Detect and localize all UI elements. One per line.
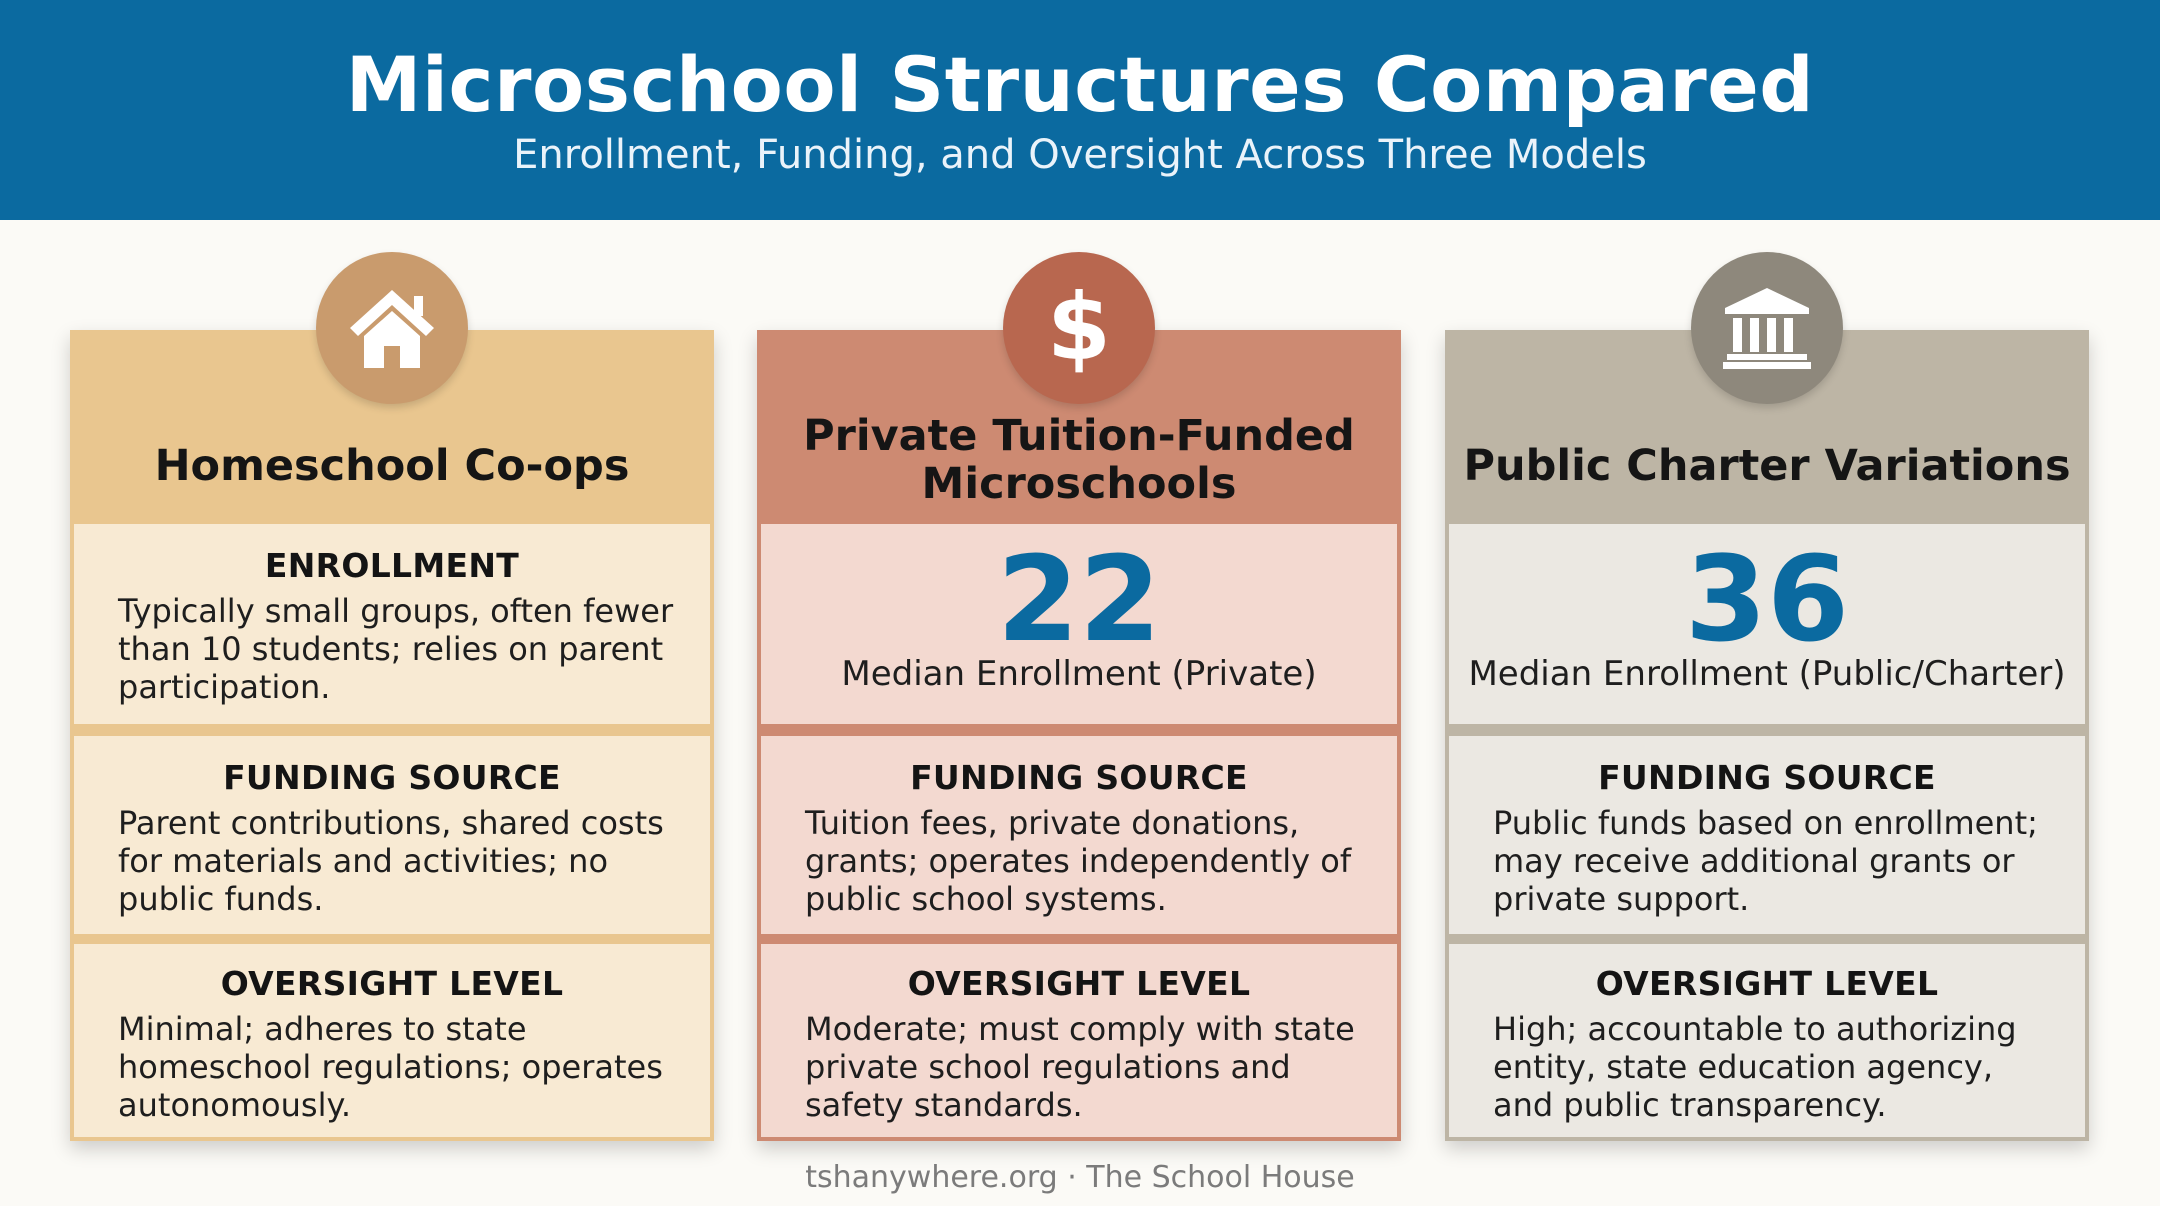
median-enrollment-value: 22 <box>996 530 1162 668</box>
section-label: OVERSIGHT LEVEL <box>1595 964 1939 1003</box>
section-label: FUNDING SOURCE <box>1598 758 1936 797</box>
oversight-section <box>74 944 710 1137</box>
card-public-charter <box>1445 330 2089 1141</box>
section-label: OVERSIGHT LEVEL <box>907 964 1251 1003</box>
page-title: Microschool Structures Compared <box>345 40 1815 129</box>
funding-section <box>74 736 710 934</box>
funding-section <box>761 736 1397 934</box>
section-text: High; accountable to authorizing entity, state education agency, and public transparency. <box>1493 1010 2017 1124</box>
section-label: FUNDING SOURCE <box>223 758 561 797</box>
card-homeschool-coops <box>70 330 714 1141</box>
oversight-section <box>761 944 1397 1137</box>
funding-section <box>1449 736 2085 934</box>
section-label: ENROLLMENT <box>264 546 520 585</box>
enrollment-section <box>1449 524 2085 724</box>
section-text: Parent contributions, shared costs for materials and activities; no public funds. <box>118 804 664 918</box>
oversight-section <box>1449 944 2085 1137</box>
dollar-icon <box>1003 252 1155 404</box>
card-title: Private Tuition-Funded Microschools <box>803 410 1355 509</box>
section-text: Public funds based on enrollment; may receive additional grants or private support. <box>1493 804 2038 918</box>
median-enrollment-caption: Median Enrollment (Public/Charter) <box>1468 654 2066 694</box>
house-icon <box>316 252 468 404</box>
card-private-microschools <box>757 330 1401 1141</box>
footer-credit: tshanywhere.org · The School House <box>805 1160 1355 1195</box>
institution-icon <box>1691 252 1843 404</box>
card-title: Homeschool Co-ops <box>154 440 630 491</box>
section-text: Minimal; adheres to state homeschool regulations; operates autonomously. <box>118 1010 663 1124</box>
median-enrollment-caption: Median Enrollment (Private) <box>841 654 1317 694</box>
section-text: Tuition fees, private donations, grants; operates independently of public school systems. <box>805 804 1352 918</box>
page-subtitle: Enrollment, Funding, and Oversight Across Three Models <box>513 132 1647 178</box>
enrollment-section <box>761 524 1397 724</box>
header-banner <box>0 0 2160 220</box>
median-enrollment-value: 36 <box>1684 530 1850 668</box>
section-text: Typically small groups, often fewer than 10 students; relies on parent participation. <box>118 592 674 706</box>
section-label: OVERSIGHT LEVEL <box>220 964 564 1003</box>
section-label: FUNDING SOURCE <box>910 758 1248 797</box>
section-text: Moderate; must comply with state private school regulations and safety standards. <box>805 1010 1355 1124</box>
enrollment-section <box>74 524 710 724</box>
card-title: Public Charter Variations <box>1463 440 2071 491</box>
dollar-glyph: $ <box>1046 274 1111 381</box>
